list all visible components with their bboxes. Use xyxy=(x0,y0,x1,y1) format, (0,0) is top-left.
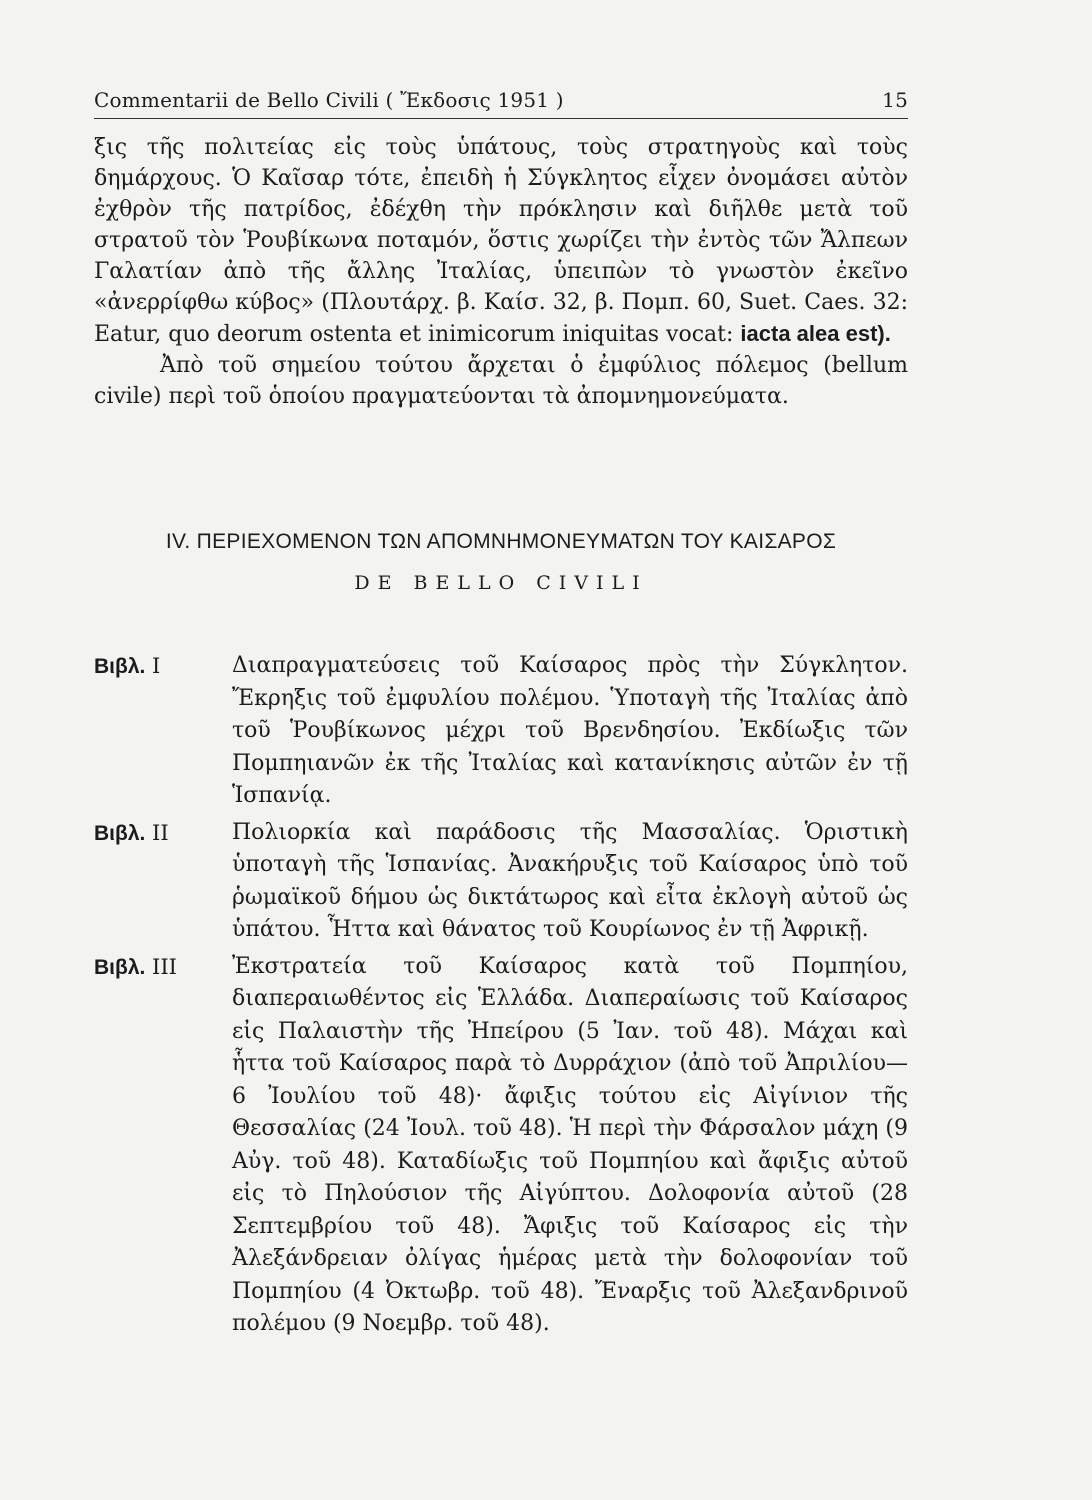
book-label-3 xyxy=(94,951,232,1341)
book-summaries xyxy=(94,650,908,1345)
book-entry-3 xyxy=(94,951,908,1341)
intro-paragraph-2: Ἀπὸ τοῦ σημείου τούτου ἄρχεται ὁ ἐμφύλιος πόλεμος (bellum civile) περὶ τοῦ ὁποίου πραγματεύονται τὰ ἀπομνημονεύματα. xyxy=(94,353,908,409)
page-number: 15 xyxy=(882,88,908,112)
intro-paragraph-1-text: ξις τῆς πολιτείας εἰς τοὺς ὑπάτους, τοὺς στρατηγοὺς καὶ τοὺς δημάρχους. Ὁ Καῖσαρ τότε, ἐπειδὴ ἡ Σύγκλητος εἶχεν ὀνομάσει αὐτὸν ἐχθρὸν τῆς πατρίδος, ἐδέχθη τὴν πρόκλησιν καὶ διῆλθε μετὰ τοῦ στρατοῦ τὸν Ῥουβίκωνα ποταμόν, ὅστις χωρίζει τὴν ἐντὸς τῶν Ἄλπεων Γαλατίαν ἀπὸ τῆς ἄλλης Ἰταλίας, ὑπειπὼν τὸ γνωστὸν ἐκεῖνο «ἀνερρίφθω κύβος» (Πλουτάρχ. β. Καίσ. 32, β. Πομπ. 60, Suet. Caes. 32: Eatur, quo deorum ostenta et inimicorum iniquitas vocat: xyxy=(94,135,908,347)
intro-paragraph-1 xyxy=(94,132,908,350)
book-summary-1: Διαπραγματεύσεις τοῦ Καίσαρος πρὸς τὴν Σύγκλητον. Ἔκρηξις τοῦ ἐμφυλίου πολέμου. Ὑποταγὴ τῆς Ἰταλίας ἀπὸ τοῦ Ῥουβίκωνος μέχρι τοῦ Βρενδησίου. Ἐκδίωξις τῶν Πομπηιανῶν ἐκ τῆς Ἰταλίας καὶ κατανίκησις αὐτῶν ἐν τῇ Ἱσπανίᾳ. xyxy=(232,653,908,808)
book-entry-1 xyxy=(94,650,908,813)
section-title: IV. ΠΕΡΙΕΧΟΜΕΝΟΝ ΤΩΝ ΑΠΟΜΝΗΜΟΝΕΥΜΑΤΩΝ ΤΟΥ ΚΑΙΣΑΡΟΣ xyxy=(165,530,837,553)
book-label-number: III xyxy=(152,954,177,979)
section-subtitle: DE BELLO CIVILI xyxy=(354,572,648,594)
book-label-word: Βιβλ. xyxy=(94,655,146,678)
book-label-number: I xyxy=(152,654,161,678)
intro-paragraph-1-bold: iacta alea est). xyxy=(740,321,891,346)
header-title: Commentarii de Bello Civili ( Ἔκδοσις 1951 ) xyxy=(94,88,564,112)
book-summary-3: Ἐκστρατεία τοῦ Καίσαρος κατὰ τοῦ Πομπηίου, διαπεραιωθέντος εἰς Ἑλλάδα. Διαπεραίωσις τοῦ Καίσαρος εἰς Παλαιστὴν τῆς Ἠπείρου (5 Ἰαν. τοῦ 48). Μάχαι καὶ ἧττα τοῦ Καίσαρος παρὰ τὸ Δυρράχιον (ἀπὸ τοῦ Ἀπριλίου—6 Ἰουλίου τοῦ 48)· ἄφιξις τούτου εἰς Αἰγίνιον τῆς Θεσσαλίας (24 Ἰουλ. τοῦ 48). Ἡ περὶ τὴν Φάρσαλον μάχη (9 Αὐγ. τοῦ 48). Καταδίωξις τοῦ Πομπηίου καὶ ἄφιξις αὐτοῦ εἰς τὸ Πηλούσιον τῆς Αἰγύπτου. Δολοφονία αὐτοῦ (28 Σεπτεμβρίου τοῦ 48). Ἄφιξις τοῦ Καίσαρος εἰς τὴν Ἀλεξάνδρειαν ὀλίγας ἡμέρας μετὰ τὴν δολοφονίαν τοῦ Πομπηίου (4 Ὀκτωβρ. τοῦ 48). Ἔναρξις τοῦ Ἀλεξανδρινοῦ πολέμου (9 Νοεμβρ. τοῦ 48). xyxy=(232,953,908,1336)
book-label-word: Βιβλ. xyxy=(94,955,146,979)
book-label-word: Βιβλ. xyxy=(94,821,146,845)
book-entry-2 xyxy=(94,817,908,947)
book-label-1 xyxy=(94,650,232,813)
running-header xyxy=(94,84,908,119)
book-label-2 xyxy=(94,817,232,947)
book-summary-2: Πολιορκία καὶ παράδοσις τῆς Μασσαλίας. Ὁριστικὴ ὑποταγὴ τῆς Ἱσπανίας. Ἀνακήρυξις τοῦ Καίσαρος ὑπὸ τοῦ ῥωμαϊκοῦ δήμου ὡς δικτάτωρος καὶ εἶτα ἐκλογὴ αὐτοῦ ὡς ὑπάτου. Ἧττα καὶ θάνατος τοῦ Κουρίωνος ἐν τῇ Ἀφρικῇ. xyxy=(232,819,908,942)
intro-text xyxy=(94,132,908,412)
book-label-number: II xyxy=(152,820,169,845)
